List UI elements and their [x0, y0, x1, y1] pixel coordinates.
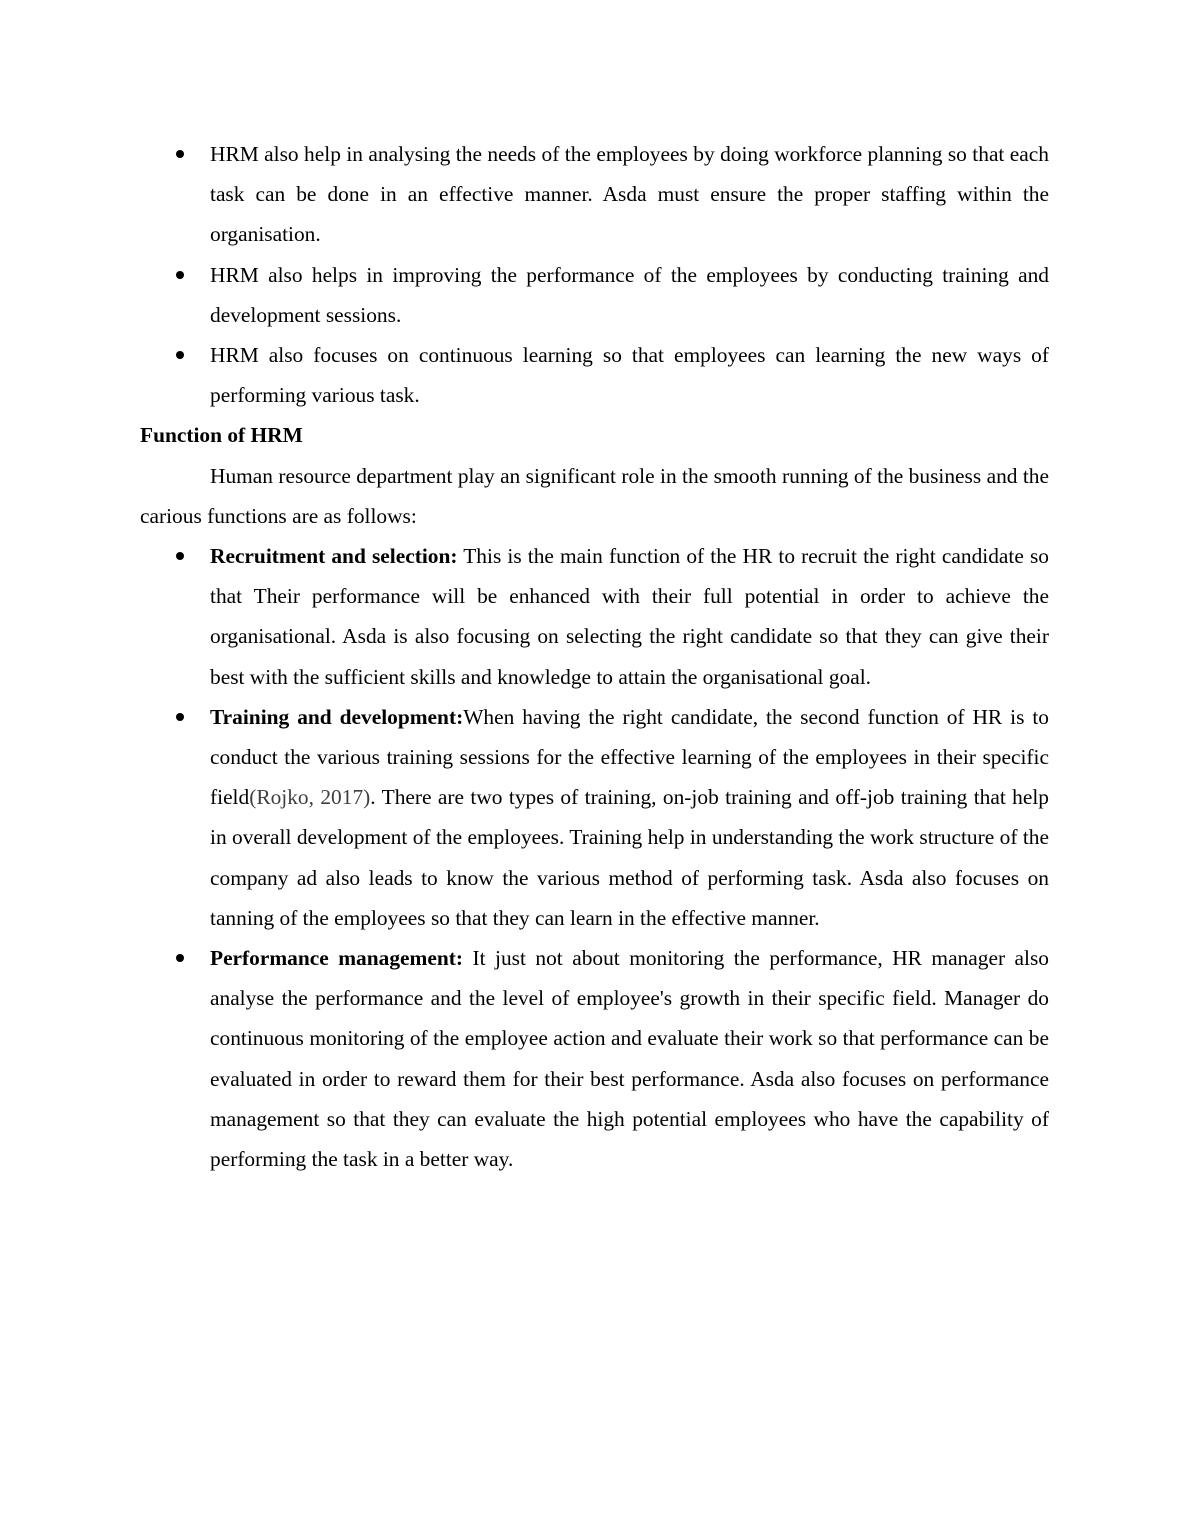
- citation: (Rojko, 2017): [249, 785, 371, 810]
- function-title: Training and development:: [210, 704, 464, 729]
- section-intro-paragraph: Human resource department play an significant role in the smooth running of the business and the carious functions are as follows:: [140, 463, 1049, 528]
- function-title: Recruitment and selection:: [210, 544, 458, 569]
- list-item-recruitment: [140, 536, 1049, 697]
- bullet-icon: [176, 954, 184, 962]
- list-item: [140, 335, 1049, 415]
- section-heading: Function of HRM: [140, 423, 303, 448]
- function-text: This is the main function of the HR to recruit the right candidate so that Their performance will be enhanced with their full potential in order to achieve the organisational. Asda is also focusing on selecting the right candidate so that they can give their best with the sufficient skills and knowledge to attain the organisational goal.: [210, 544, 1049, 689]
- functions-bullet-list: [140, 536, 1049, 1179]
- list-item-training: [140, 697, 1049, 938]
- document-page: [140, 134, 1049, 1179]
- list-item-performance: [140, 938, 1049, 1179]
- function-title: Performance management:: [210, 946, 463, 971]
- list-item: [140, 134, 1049, 255]
- intro-bullet-list: [140, 134, 1049, 415]
- bullet-text: HRM also helps in improving the performance of the employees by conducting training and development sessions.: [210, 262, 1049, 327]
- bullet-icon: [176, 713, 184, 721]
- bullet-icon: [176, 351, 184, 359]
- bullet-icon: [176, 150, 184, 158]
- function-text-continued: . There are two types of training, on-job training and off-job training that help in overall development of the employees. Training help in understanding the work structure of the company ad also leads to know the various method of performing task. Asda also focuses on tanning of the employees so that they can learn in the effective manner.: [210, 785, 1049, 930]
- function-text: It just not about monitoring the performance, HR manager also analyse the performance and the level of employee's growth in their specific field. Manager do continuous monitoring of the employee action and evaluate their work so that performance can be evaluated in order to reward them for their best performance. Asda also focuses on performance management so that they can evaluate the high potential employees who have the capability of performing the task in a better way.: [210, 946, 1049, 1172]
- function-text: When having the right candidate, the second function of HR is to conduct the various training sessions for the effective learning of the employees in their specific field: [210, 704, 1050, 810]
- bullet-text: HRM also help in analysing the needs of the employees by doing workforce planning so that each task can be done in an effective manner. Asda must ensure the proper staffing within the organisation.: [210, 142, 1049, 247]
- bullet-text: HRM also focuses on continuous learning so that employees can learning the new ways of performing various task.: [210, 343, 1049, 408]
- bullet-icon: [176, 271, 184, 279]
- list-item: [140, 255, 1049, 335]
- bullet-icon: [176, 552, 184, 560]
